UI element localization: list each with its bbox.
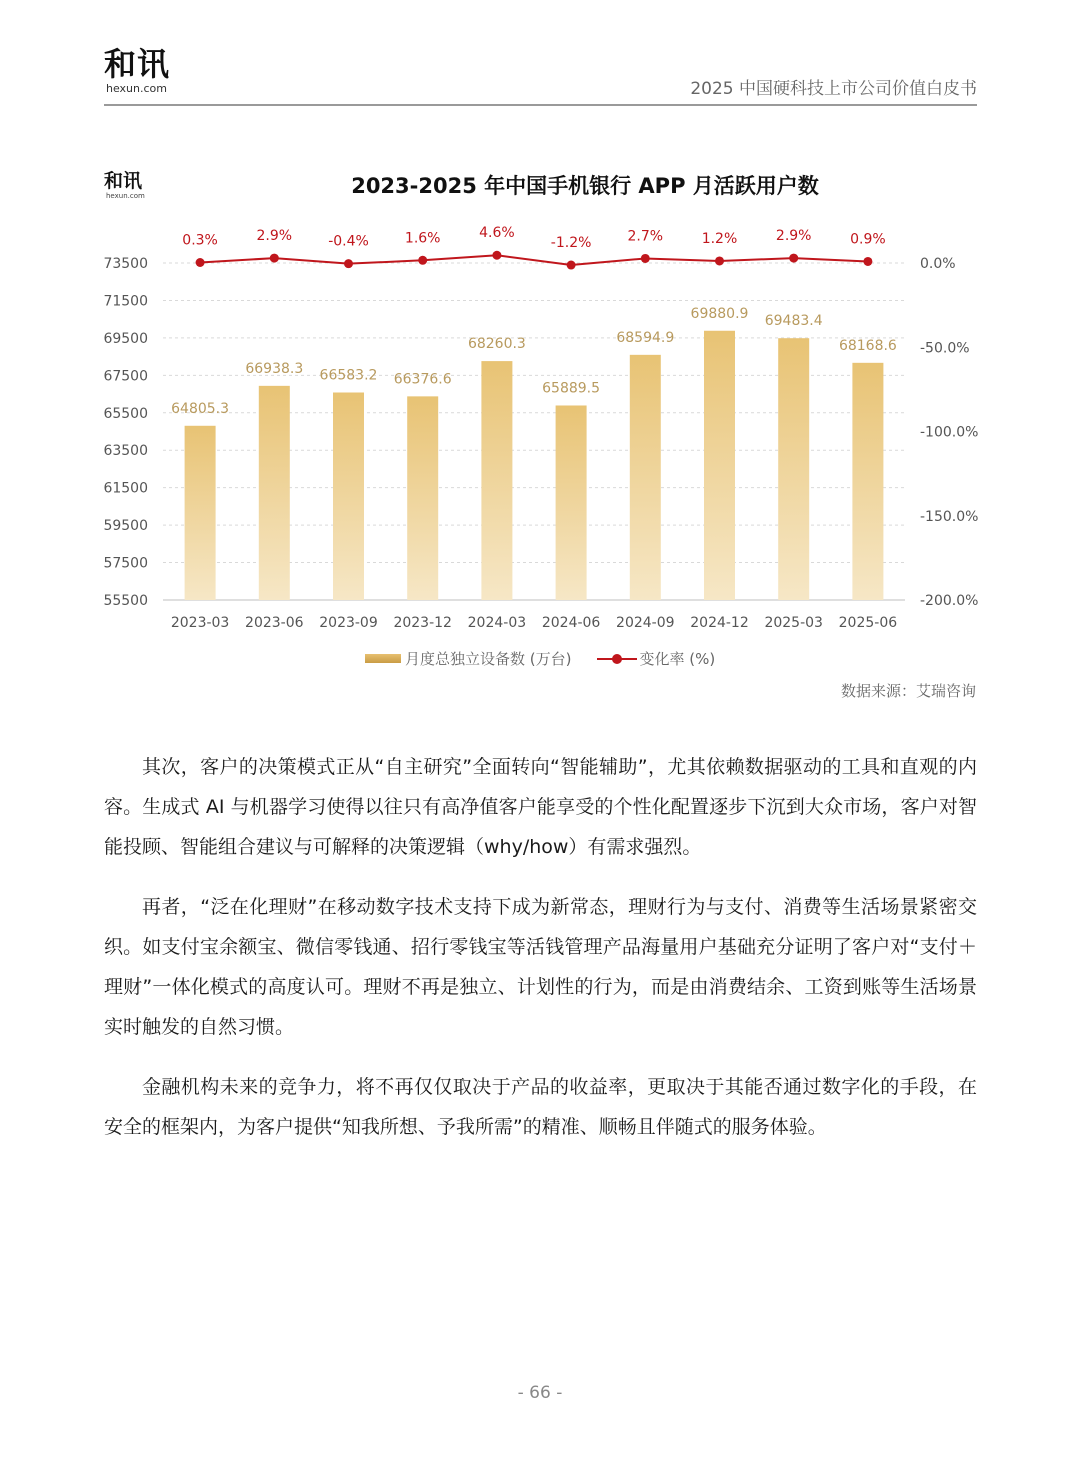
change-rate-label: 0.9%: [850, 231, 886, 248]
change-rate-line: [182, 225, 885, 269]
bar-value-label: 69483.4: [764, 313, 823, 330]
bar-value-label: 68260.3: [467, 336, 526, 353]
hexun-logo-domain: hexun.com: [106, 82, 167, 95]
paragraph-3: 金融机构未来的竞争力，将不再仅仅取决于产品的收益率，更取决于其能否通过数字化的手段，在安全的框架内，为客户提供“知我所想、予我所需”的精准、顺畅且伴随式的服务体验。: [104, 1076, 977, 1138]
change-rate-point: [863, 257, 872, 266]
bar: [630, 355, 661, 600]
y-tick-right: -50.0%: [920, 340, 970, 357]
bar: [704, 331, 735, 600]
change-rate-label: 4.6%: [479, 225, 515, 242]
change-rate-label: -1.2%: [550, 235, 592, 252]
legend-line-label: 变化率 (%): [639, 650, 716, 668]
change-rate-label: 1.6%: [404, 230, 441, 247]
chart-title: 2023-2025 年中国手机银行 APP 月活跃用户数: [351, 174, 819, 198]
y-tick-left: 55500: [103, 593, 148, 609]
x-tick-label: 2023-03: [170, 615, 230, 631]
change-rate-point: [641, 254, 650, 263]
y-tick-left: 67500: [103, 368, 148, 385]
y-tick-right: 0.0%: [920, 256, 956, 272]
y-tick-right: -150.0%: [920, 508, 979, 525]
change-rate-label: 0.3%: [182, 232, 218, 249]
bar-value-label: 66938.3: [245, 360, 304, 377]
bar-value-label: 64805.3: [171, 400, 230, 417]
paragraph-2: 再者，“泛在化理财”在移动数字技术支持下成为新常态，理财行为与支付、消费等生活场景紧密交织。如支付宝余额宝、微信零钱通、招行零钱宝等活钱管理产品海量用户基础充分证明了客户对“支付＋理财”一体化模式的高度认可。理财不再是独立、计划性的行为，而是由消费结余、工资到账等生活场景实时触发的自然习惯。: [104, 896, 977, 1038]
bar-value-label: 68168.6: [838, 337, 897, 354]
page-number: - 66 -: [517, 1383, 563, 1403]
bar-value-label: 66376.6: [393, 371, 452, 388]
change-rate-label: -0.4%: [328, 233, 369, 250]
change-rate-point: [789, 254, 798, 263]
bar-value-label: 69880.9: [690, 305, 749, 322]
y-tick-right: -100.0%: [920, 424, 979, 441]
change-rate-label: 2.9%: [256, 228, 293, 245]
bar: [407, 396, 438, 600]
change-rate-point: [270, 254, 279, 263]
bar: [556, 405, 587, 600]
chart-legend: [365, 648, 715, 669]
document-title: 2025 中国硬科技上市公司价值白皮书: [690, 79, 977, 99]
y-tick-left: 61500: [103, 480, 148, 497]
bar-value-label: 66583.2: [319, 367, 378, 384]
change-rate-point: [567, 261, 576, 270]
paragraph-1: 其次，客户的决策模式正从“自主研究”全面转向“智能辅助”，尤其依赖数据驱动的工具和直观的内容。生成式 AI 与机器学习使得以往只有高净值客户能享受的个性化配置逐步下沉到大众市场，客户对智能投顾、智能组合建议与可解释的决策逻辑（why/how）有需求强烈。: [104, 756, 977, 858]
x-tick-label: 2024-06: [541, 615, 601, 631]
x-tick-label: 2023-12: [393, 615, 452, 631]
change-rate-point: [492, 251, 501, 260]
bar: [259, 386, 290, 600]
bar-value-label: 65889.5: [542, 380, 601, 397]
legend-line-swatch: [597, 654, 637, 664]
x-tick-label: 2025-03: [764, 615, 823, 631]
x-tick-label: 2023-06: [245, 615, 304, 631]
axes: [103, 256, 978, 631]
y-tick-left: 65500: [103, 405, 148, 422]
y-tick-right: -200.0%: [920, 593, 979, 609]
change-rate-point: [196, 258, 205, 267]
bar: [333, 392, 364, 600]
y-tick-left: 59500: [103, 518, 148, 535]
y-tick-left: 71500: [103, 293, 148, 310]
bar: [481, 361, 512, 600]
chart-logo-domain: hexun.com: [106, 192, 145, 200]
y-tick-left: 63500: [103, 443, 148, 460]
x-tick-label: 2024-12: [690, 615, 749, 631]
change-rate-label: 2.7%: [627, 228, 664, 245]
change-rate-label: 1.2%: [701, 230, 738, 247]
legend-bar-label: 月度总独立设备数 (万台): [405, 650, 572, 668]
x-tick-label: 2024-03: [467, 615, 527, 631]
y-tick-left: 69500: [103, 330, 148, 347]
x-tick-label: 2023-09: [319, 615, 378, 631]
chart-logo: 和讯: [104, 170, 143, 192]
bar: [185, 426, 216, 600]
bar-value-label: 68594.9: [616, 329, 675, 346]
change-rate-point: [715, 256, 724, 265]
bar: [852, 363, 883, 600]
x-tick-label: 2024-09: [616, 615, 675, 631]
change-rate-label: 2.9%: [775, 228, 812, 245]
change-rate-point: [418, 256, 427, 265]
x-tick-label: 2025-06: [838, 615, 898, 631]
bar-line-chart: [0, 0, 1080, 700]
bars: [171, 306, 897, 600]
hexun-logo: 和讯: [104, 45, 171, 83]
change-rate-point: [344, 259, 353, 268]
data-source: 数据来源：艾瑞咨询: [840, 682, 976, 700]
bar: [778, 338, 809, 600]
legend-bar-swatch: [365, 654, 401, 663]
y-tick-left: 73500: [103, 256, 148, 272]
y-tick-left: 57500: [103, 555, 148, 572]
change-rate-polyline: [200, 255, 868, 265]
